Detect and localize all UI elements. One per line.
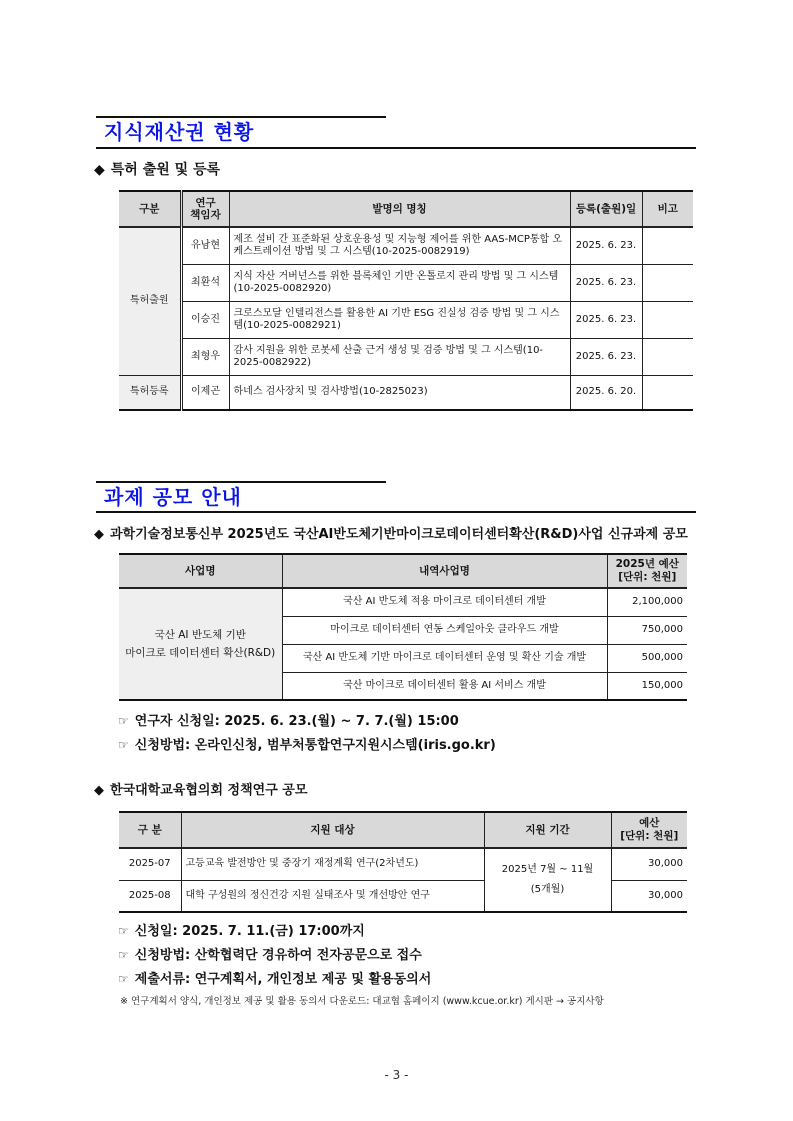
col-header-program: 사업명 [119, 554, 282, 588]
col-header-note: 비고 [642, 191, 693, 227]
note-cell [642, 338, 693, 375]
diamond-icon: ◆ [94, 162, 105, 178]
bullet-submission-method: ☞ 신청방법: 산학협력단 경유하여 전자공문으로 접수 [118, 948, 422, 963]
section-top-rule [96, 116, 386, 118]
subheading-text: 한국대학교육협의회 정책연구 공모 [110, 783, 308, 798]
section-title-ip: 지식재산권 현황 [104, 120, 255, 144]
sub-program-cell: 국산 마이크로 데이터센터 활용 AI 서비스 개발 [282, 672, 607, 700]
date-cell: 2025. 6. 20. [570, 375, 642, 410]
subheading-patents [94, 161, 220, 179]
period-cell: 2025년 7월 ~ 11월 (5개월) [484, 848, 611, 912]
budget-cell: 500,000 [607, 644, 687, 672]
table-row [119, 338, 693, 375]
bullet-application-date: ☞ 연구자 신청일: 2025. 6. 23.(월) ~ 7. 7.(월) 15:00 [118, 714, 459, 729]
bullet-deadline: ☞ 신청일: 2025. 7. 11.(금) 17:00까지 [118, 924, 365, 939]
target-cell: 대학 구성원의 정신건강 지원 실태조사 및 개선방안 연구 [181, 880, 484, 912]
table-row [119, 227, 693, 264]
budget-cell: 30,000 [611, 848, 687, 880]
col-header-sub-program: 내역사업명 [282, 554, 607, 588]
section-title-calls: 과제 공모 안내 [104, 485, 242, 509]
researcher-cell: 이승진 [181, 301, 229, 338]
pointing-hand-icon: ☞ [118, 948, 129, 962]
table-row [119, 588, 687, 616]
col-header-researcher: 연구 책임자 [181, 191, 229, 227]
budget-cell: 30,000 [611, 880, 687, 912]
code-cell: 2025-08 [119, 880, 181, 912]
note-cell [642, 264, 693, 301]
subheading-text: 특허 출원 및 등록 [110, 162, 221, 178]
date-cell: 2025. 6. 23. [570, 301, 642, 338]
researcher-cell: 최환석 [181, 264, 229, 301]
section-top-rule [96, 481, 386, 483]
col-header-budget: 예산 [단위: 천원] [611, 812, 687, 848]
invention-title-cell: 크로스모달 인텔리전스를 활용한 AI 기반 ESG 진실성 검증 방법 및 그 시스템(10-2025-0082921) [229, 301, 570, 338]
page-number: - 3 - [384, 1068, 409, 1082]
date-cell: 2025. 6. 23. [570, 338, 642, 375]
note-cell [642, 375, 693, 410]
download-note: ※ 연구계획서 양식, 개인정보 제공 및 활용 동의서 다운로드: 대교협 홈페이지 (www.kcue.or.kr) 게시판 → 공지사항 [120, 996, 604, 1007]
sub-program-cell: 국산 AI 반도체 기반 마이크로 데이터센터 운영 및 확산 기술 개발 [282, 644, 607, 672]
invention-title-cell: 지식 자산 거버넌스를 위한 블록체인 기반 온톨로지 관리 방법 및 그 시스템(10-2025-0082920) [229, 264, 570, 301]
table-row [119, 264, 693, 301]
sub-program-cell: 국산 AI 반도체 적용 마이크로 데이터센터 개발 [282, 588, 607, 616]
col-header-category: 구분 [119, 191, 181, 227]
budget-cell: 2,100,000 [607, 588, 687, 616]
code-cell: 2025-07 [119, 848, 181, 880]
note-cell [642, 227, 693, 264]
date-cell: 2025. 6. 23. [570, 227, 642, 264]
col-header-code: 구 분 [119, 812, 181, 848]
pointing-hand-icon: ☞ [118, 714, 129, 728]
diamond-icon: ◆ [94, 783, 104, 798]
invention-title-cell: 제조 설비 간 표준화된 상호운용성 및 지능형 제어를 위한 AAS-MCP통합 오케스트레이션 방법 및 그 시스템(10-2025-0082919) [229, 227, 570, 264]
category-cell: 특허등록 [119, 375, 181, 410]
subheading-kcue [94, 782, 307, 800]
date-cell: 2025. 6. 23. [570, 264, 642, 301]
section-bottom-rule [96, 147, 696, 149]
section-bottom-rule [96, 511, 696, 513]
researcher-cell: 이제곤 [181, 375, 229, 410]
budget-cell: 750,000 [607, 616, 687, 644]
note-cell [642, 301, 693, 338]
table-row [119, 301, 693, 338]
category-cell: 특허출원 [119, 227, 181, 375]
diamond-icon: ◆ [94, 527, 104, 542]
table-row [119, 375, 693, 410]
patent-table [119, 190, 693, 411]
researcher-cell: 최형우 [181, 338, 229, 375]
bullet-required-documents: ☞ 제출서류: 연구계획서, 개인정보 제공 및 활용동의서 [118, 972, 432, 987]
sub-program-cell: 마이크로 데이터센터 연동 스케일아웃 클라우드 개발 [282, 616, 607, 644]
invention-title-cell: 감사 지원을 위한 로봇세 산출 근거 생성 및 검증 방법 및 그 시스템(10-2025-0082922) [229, 338, 570, 375]
pointing-hand-icon: ☞ [118, 924, 129, 938]
budget-cell: 150,000 [607, 672, 687, 700]
kcue-research-table [119, 811, 687, 913]
msit-budget-table [119, 553, 687, 701]
pointing-hand-icon: ☞ [118, 972, 129, 986]
col-header-date: 등록(출원)일 [570, 191, 642, 227]
col-header-budget: 2025년 예산 [단위: 천원] [607, 554, 687, 588]
researcher-cell: 유남현 [181, 227, 229, 264]
program-name-cell: 국산 AI 반도체 기반 마이크로 데이터센터 확산(R&D) [119, 588, 282, 700]
col-header-period: 지원 기간 [484, 812, 611, 848]
col-header-target: 지원 대상 [181, 812, 484, 848]
bullet-application-method: ☞ 신청방법: 온라인신청, 범부처통합연구지원시스템(iris.go.kr) [118, 738, 496, 753]
table-row [119, 848, 687, 880]
pointing-hand-icon: ☞ [118, 738, 129, 752]
col-header-invention-title: 발명의 명칭 [229, 191, 570, 227]
subheading-text: 과학기술정보통신부 2025년도 국산AI반도체기반마이크로데이터센터확산(R&D)사업 신규과제 공모 [110, 527, 688, 542]
invention-title-cell: 하네스 검사장치 및 검사방법(10-2825023) [229, 375, 570, 410]
target-cell: 고등교육 발전방안 및 중장기 재정계획 연구(2차년도) [181, 848, 484, 880]
subheading-msit [94, 526, 688, 544]
